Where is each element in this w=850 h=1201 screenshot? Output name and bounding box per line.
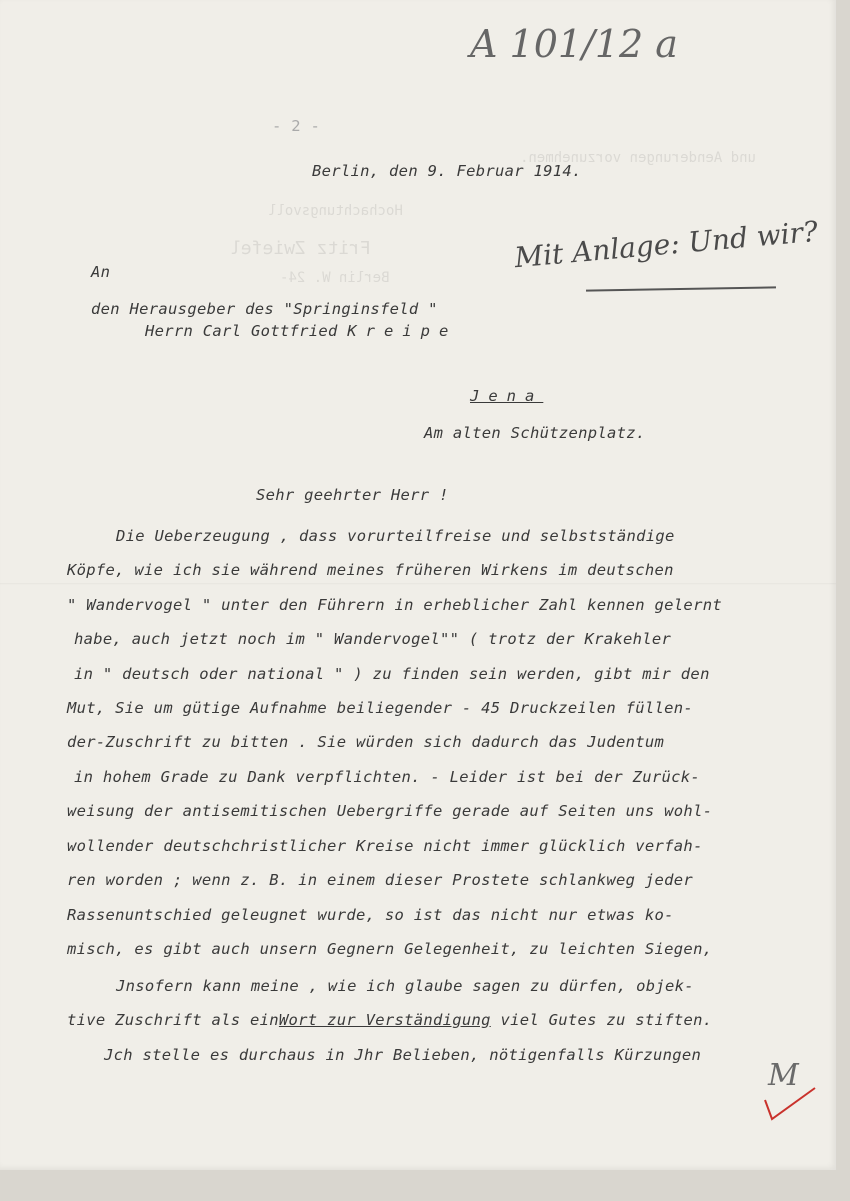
body-line: in " deutsch oder national " ) zu finden sein werden, gibt mir den [74, 665, 710, 683]
body-line: weisung der antisemitischen Uebergriffe gerade auf Seiten uns wohl- [67, 802, 713, 820]
body-line-emphasis [67, 1011, 712, 1029]
archive-number: A 101/12 a [470, 22, 678, 66]
page-marker: - 2 - [272, 117, 321, 135]
bleed-text: und Aenderungen vorzunehmen. [520, 150, 757, 166]
body-line: Mut, Sie um gütige Aufnahme beiliegender - 45 Druckzeilen füllen- [67, 699, 694, 717]
underlined-phrase: Wort zur Verständigung [278, 1011, 491, 1029]
initial-mark: M [768, 1058, 799, 1093]
address-street: Am alten Schützenplatz. [424, 424, 646, 442]
body-line: Jnsofern kann meine , wie ich glaube sagen zu dürfen, objek- [116, 977, 694, 995]
address-line-2 [145, 322, 457, 340]
address-to: An [91, 263, 111, 281]
margin-note: Mit Anlage: Und wir? [513, 214, 820, 275]
address-line-1: den Herausgeber des "Springinsfeld " [91, 300, 438, 318]
body-line: wollender deutschchristlicher Kreise nicht immer glücklich verfah- [67, 837, 703, 855]
body-line-part: tive Zuschrift als ein [67, 1011, 279, 1029]
margin-note-underline [586, 286, 776, 291]
body-line: Jch stelle es durchaus in Jhr Belieben, nötigenfalls Kürzungen [104, 1046, 702, 1064]
body-line: habe, auch jetzt noch im " Wandervogel"" ( trotz der Krakehler [74, 630, 672, 648]
address-surname: Kreipe [347, 322, 458, 340]
date-line: Berlin, den 9. Februar 1914. [312, 162, 582, 180]
body-line: misch, es gibt auch unsern Gegnern Gelegenheit, zu leichten Siegen, [67, 940, 713, 958]
bleed-text: Berlin W. 24- [280, 270, 390, 286]
body-line: ren worden ; wenn z. B. in einem dieser Prostete schlankweg jeder [67, 871, 694, 889]
salutation: Sehr geehrter Herr ! [256, 486, 449, 504]
bleed-text: Fritz Zwiefel [230, 238, 371, 259]
paper-fold [0, 583, 836, 585]
bleed-text: Hochachtungsvoll [268, 203, 403, 219]
body-line: Köpfe, wie ich sie während meines früheren Wirkens im deutschen [67, 561, 674, 579]
body-line: der-Zuschrift zu bitten . Sie würden sich dadurch das Judentum [67, 733, 665, 751]
address-city: Jena [470, 387, 544, 405]
body-line: Rassenuntschied geleugnet wurde, so ist das nicht nur etwas ko- [67, 906, 674, 924]
body-line: " Wandervogel " unter den Führern in erheblicher Zahl kennen gelernt [67, 596, 722, 614]
body-line: in hohem Grade zu Dank verpflichten. - Leider ist bei der Zurück- [74, 768, 701, 786]
body-line-part: viel Gutes zu stiften. [500, 1011, 713, 1029]
body-line: Die Ueberzeugung , dass vorurteilfreise und selbstständige [116, 527, 675, 545]
red-check-mark-icon [760, 1085, 820, 1125]
address-name-prefix: Herrn Carl Gottfried [145, 322, 338, 340]
